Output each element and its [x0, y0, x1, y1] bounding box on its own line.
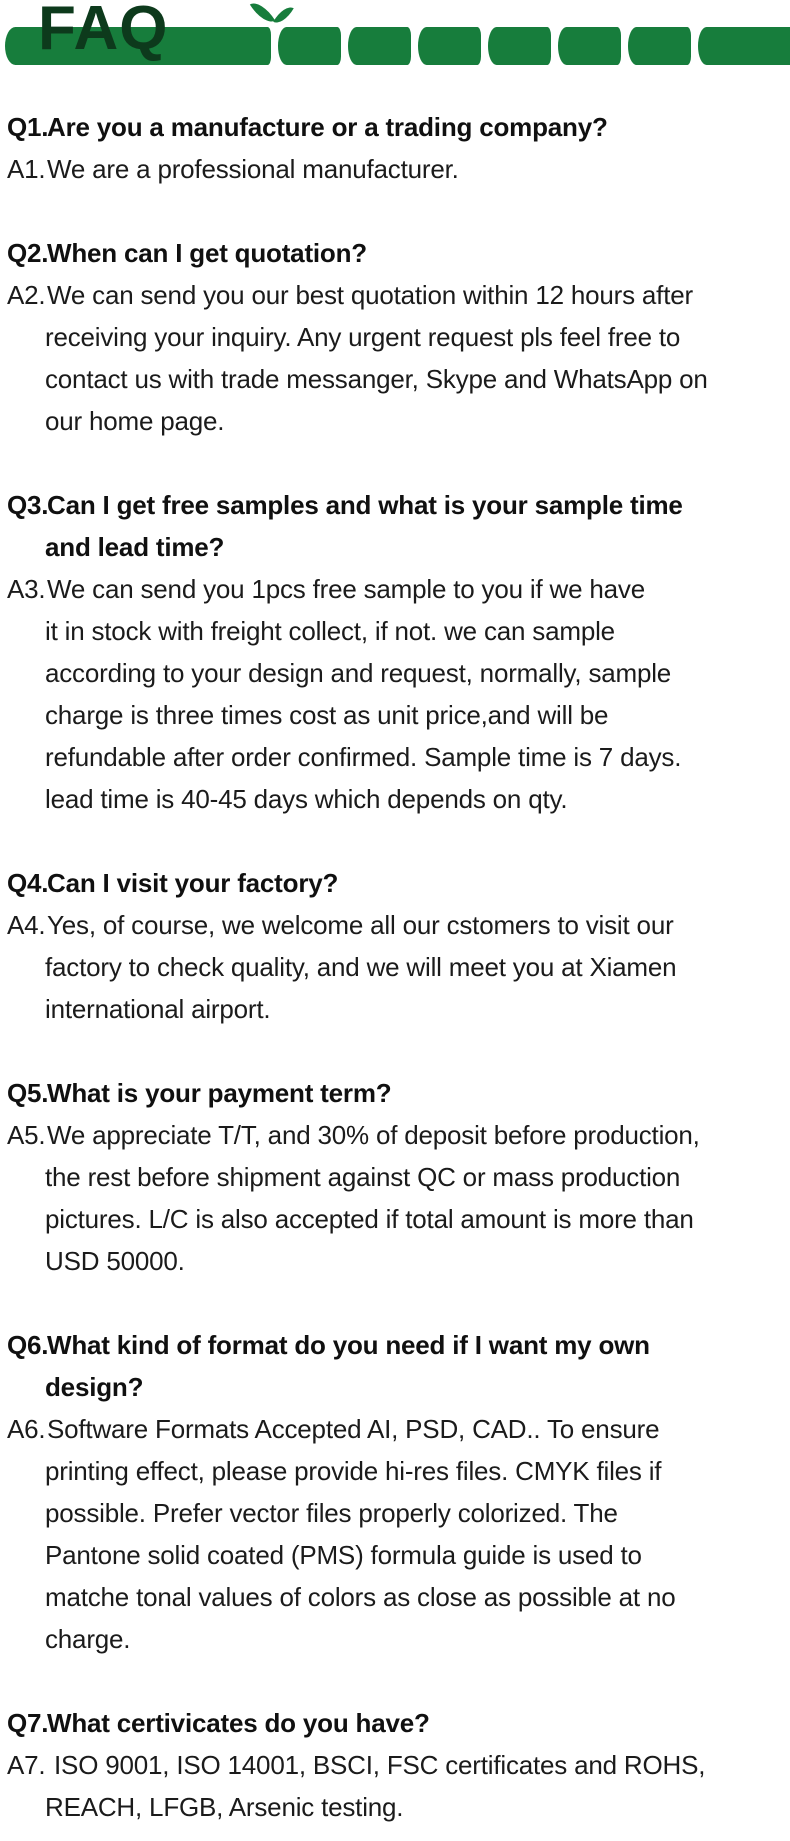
faq-answer	[7, 148, 785, 190]
bamboo-leaf-icon	[252, 0, 302, 29]
faq-answer	[7, 1744, 785, 1828]
answer-line: factory to check quality, and we will meet you at Xiamen	[45, 952, 677, 982]
question-line	[7, 1324, 785, 1366]
answer-text: We can send you 1pcs free sample to you if we have	[47, 574, 645, 604]
faq-question	[7, 862, 785, 904]
answer-line: charge is three times cost as unit price,and will be	[45, 700, 609, 730]
answer-line	[7, 568, 785, 610]
question-number: Q3.	[7, 490, 49, 520]
answer-line	[7, 1744, 785, 1786]
answer-line	[7, 1408, 785, 1450]
bamboo-segment	[348, 27, 411, 65]
faq-answer	[7, 904, 785, 1030]
faq-item	[7, 1072, 785, 1282]
answer-line	[7, 274, 785, 316]
answer-line	[7, 904, 785, 946]
question-line	[7, 232, 785, 274]
faq-question	[7, 1072, 785, 1114]
faq-item	[7, 1324, 785, 1660]
faq-item	[7, 106, 785, 190]
answer-number: A2.	[7, 280, 46, 310]
answer-line	[7, 148, 785, 190]
answer-line: pictures. L/C is also accepted if total amount is more than	[45, 1204, 694, 1234]
leaf-right-icon	[273, 3, 294, 28]
question-text: Can I get free samples and what is your sample time	[47, 490, 683, 520]
answer-line: refundable after order confirmed. Sample time is 7 days.	[45, 742, 682, 772]
answer-line: according to your design and request, normally, sample	[45, 658, 672, 688]
answer-line: charge.	[45, 1624, 131, 1654]
question-text: Are you a manufacture or a trading company?	[47, 112, 608, 142]
answer-text: We can send you our best quotation within 12 hours after	[47, 280, 693, 310]
answer-line: international airport.	[45, 994, 271, 1024]
bamboo-segment	[628, 27, 691, 65]
question-text: What is your payment term?	[47, 1078, 392, 1108]
answer-number: A7.	[7, 1750, 46, 1780]
bamboo-segment	[418, 27, 481, 65]
answer-line: possible. Prefer vector files properly colorized. The	[45, 1498, 618, 1528]
answer-text: ISO 9001, ISO 14001, BSCI, FSC certificates and ROHS,	[47, 1750, 706, 1780]
bamboo-segment	[558, 27, 621, 65]
question-text: What certivicates do you have?	[47, 1708, 430, 1738]
answer-text: Software Formats Accepted AI, PSD, CAD.. To ensure	[47, 1414, 660, 1444]
answer-line: matche tonal values of colors as close as possible at no	[45, 1582, 676, 1612]
faq-question	[7, 106, 785, 148]
faq-answer	[7, 1114, 785, 1282]
faq-answer	[7, 568, 785, 820]
question-line	[7, 484, 785, 526]
answer-line: REACH, LFGB, Arsenic testing.	[45, 1792, 404, 1822]
question-text: Can I visit your factory?	[47, 868, 339, 898]
header	[0, 0, 790, 70]
question-number: Q7.	[7, 1708, 49, 1738]
faq-question	[7, 1324, 785, 1408]
answer-number: A3.	[7, 574, 46, 604]
question-line: design?	[45, 1372, 144, 1402]
answer-line: our home page.	[45, 406, 225, 436]
bamboo-segment	[488, 27, 551, 65]
question-number: Q4.	[7, 868, 49, 898]
bamboo-segment	[698, 27, 790, 65]
faq-item	[7, 232, 785, 442]
answer-line: Pantone solid coated (PMS) formula guide is used to	[45, 1540, 642, 1570]
faq-item	[7, 1702, 785, 1828]
question-line	[7, 106, 785, 148]
answer-text: We are a professional manufacturer.	[47, 154, 459, 184]
question-number: Q1.	[7, 112, 49, 142]
answer-number: A1.	[7, 154, 46, 184]
answer-line: contact us with trade messanger, Skype and WhatsApp on	[45, 364, 708, 394]
answer-line: printing effect, please provide hi-res files. CMYK files if	[45, 1456, 662, 1486]
faq-list	[0, 70, 790, 1828]
answer-line	[7, 1114, 785, 1156]
faq-item	[7, 484, 785, 820]
answer-text: We appreciate T/T, and 30% of deposit before production,	[47, 1120, 700, 1150]
page-title: FAQ	[38, 0, 169, 63]
leaf-left-icon	[250, 0, 275, 27]
faq-answer	[7, 274, 785, 442]
question-number: Q5.	[7, 1078, 49, 1108]
bamboo-segment	[278, 27, 341, 65]
question-text: When can I get quotation?	[47, 238, 367, 268]
answer-number: A5.	[7, 1120, 46, 1150]
faq-answer	[7, 1408, 785, 1660]
answer-line: it in stock with freight collect, if not. we can sample	[45, 616, 615, 646]
question-number: Q6.	[7, 1330, 49, 1360]
question-text: What kind of format do you need if I want my own	[47, 1330, 650, 1360]
answer-line: lead time is 40-45 days which depends on qty.	[45, 784, 568, 814]
question-number: Q2.	[7, 238, 49, 268]
answer-line: USD 50000.	[45, 1246, 185, 1276]
answer-line: receiving your inquiry. Any urgent request pls feel free to	[45, 322, 681, 352]
faq-item	[7, 862, 785, 1030]
answer-text: Yes, of course, we welcome all our cstomers to visit our	[47, 910, 674, 940]
faq-question	[7, 484, 785, 568]
question-line: and lead time?	[45, 532, 225, 562]
question-line	[7, 1702, 785, 1744]
faq-question	[7, 232, 785, 274]
answer-number: A4.	[7, 910, 46, 940]
question-line	[7, 1072, 785, 1114]
answer-number: A6.	[7, 1414, 46, 1444]
faq-question	[7, 1702, 785, 1744]
answer-line: the rest before shipment against QC or mass production	[45, 1162, 681, 1192]
question-line	[7, 862, 785, 904]
